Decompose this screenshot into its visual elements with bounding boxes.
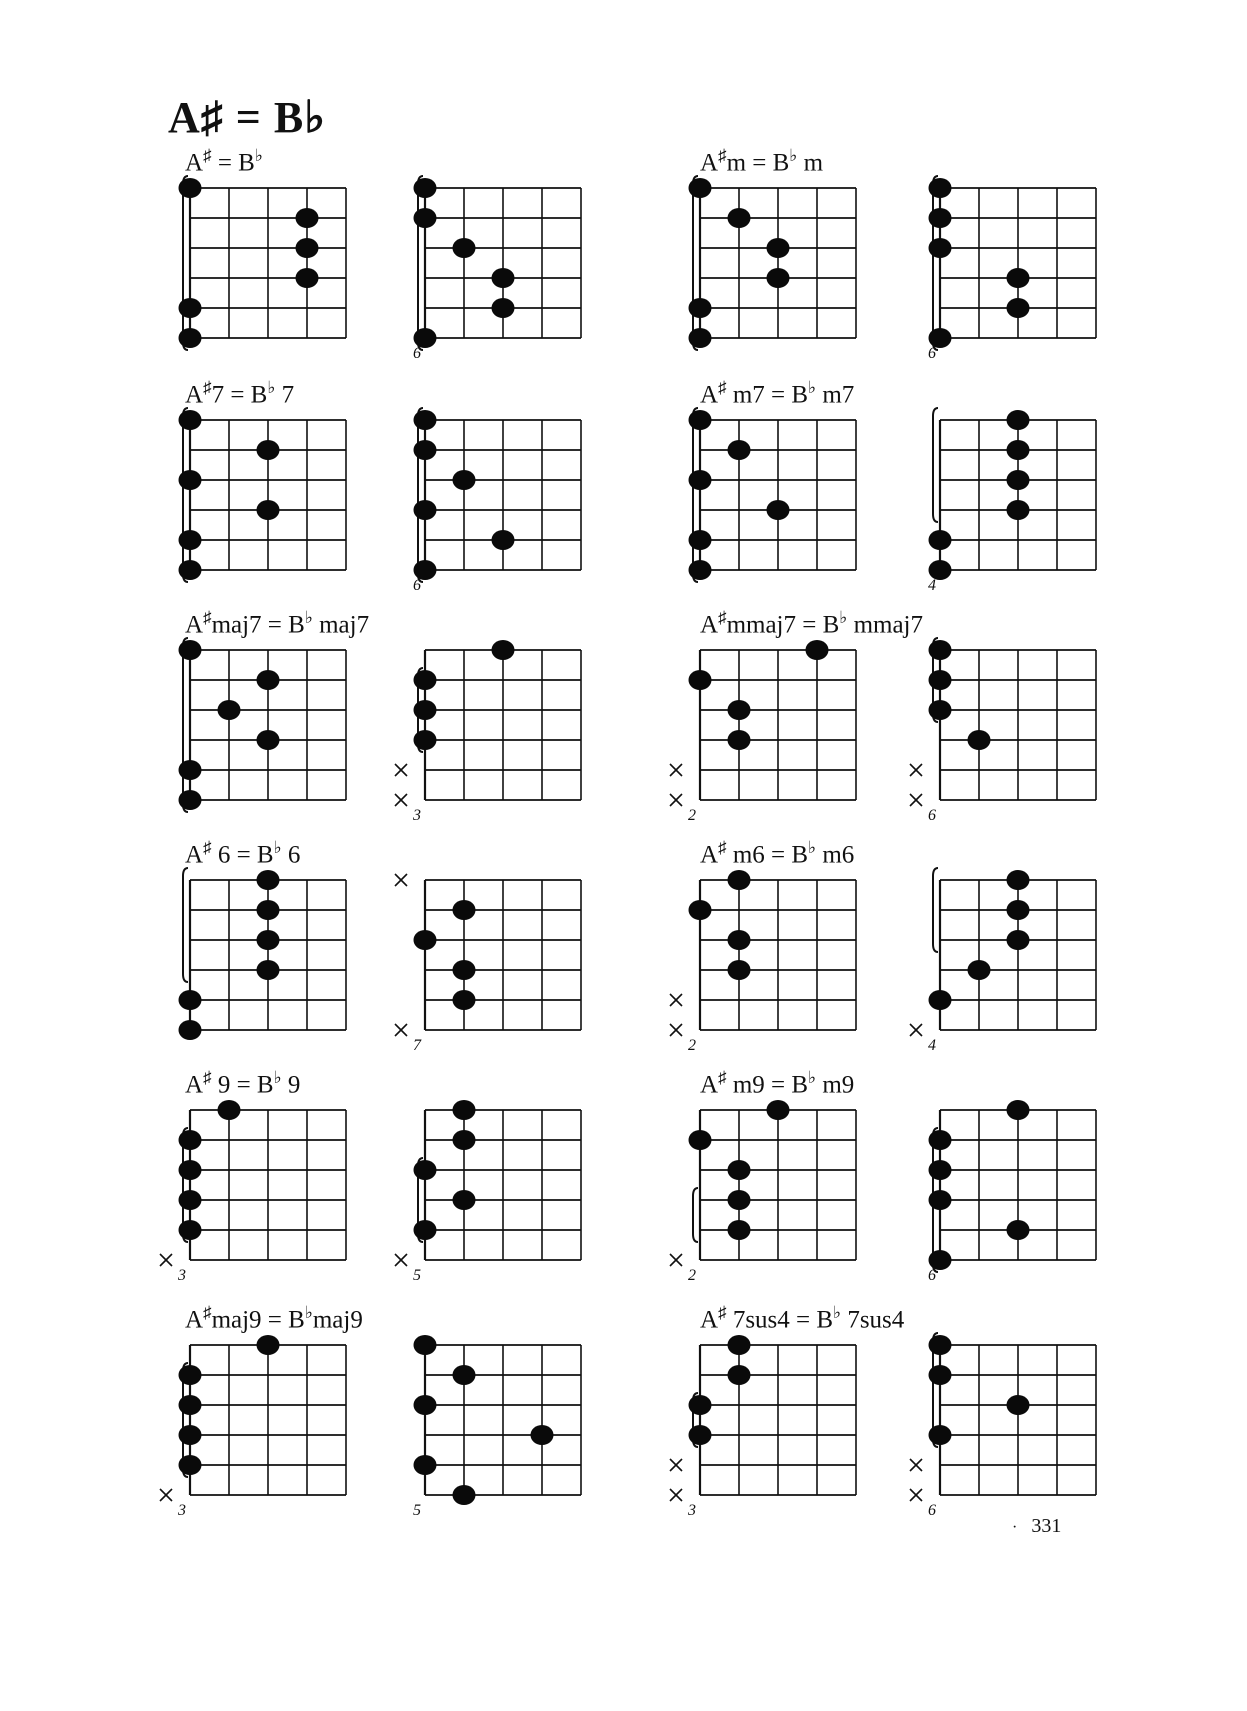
chord-title <box>700 608 923 639</box>
finger-dot <box>689 530 712 550</box>
finger-dot <box>179 1365 202 1385</box>
finger-dot <box>689 410 712 430</box>
fret-number: 6 <box>928 1502 936 1519</box>
finger-dot <box>179 990 202 1010</box>
finger-dot <box>414 930 437 950</box>
finger-dot <box>257 870 280 890</box>
finger-dot <box>414 670 437 690</box>
chord-diagram <box>670 1335 856 1519</box>
flat-sign: ♭ <box>808 1068 817 1087</box>
finger-dot <box>257 730 280 750</box>
chord-name-part: 7sus4 <box>841 1306 905 1334</box>
chord-diagram <box>928 408 1096 594</box>
finger-dot <box>414 1220 437 1240</box>
finger-dot <box>929 640 952 660</box>
barre-bracket <box>183 638 188 812</box>
chord-diagram <box>910 1333 1096 1519</box>
chord-name-part: A <box>185 149 204 177</box>
fret-number: 6 <box>928 807 936 824</box>
chord-name-part: mmaj7 = B <box>726 611 840 639</box>
finger-dot <box>453 1190 476 1210</box>
chord-name-part: 7sus4 = B <box>726 1306 834 1334</box>
finger-dot <box>929 990 952 1010</box>
chord-name-part: 7 = B <box>211 381 268 409</box>
chord-title <box>700 1303 904 1334</box>
finger-dot <box>257 670 280 690</box>
page-number <box>1012 1515 1061 1538</box>
finger-dot <box>257 960 280 980</box>
flat-sign: ♭ <box>254 146 263 165</box>
sharp-sign: ♯ <box>718 838 727 857</box>
finger-dot <box>728 1160 751 1180</box>
fret-number: 3 <box>413 807 421 824</box>
chord-name-part: m6 = B <box>726 841 809 869</box>
chord-name-part: A <box>185 611 204 639</box>
chord-diagram <box>413 176 581 362</box>
finger-dot <box>414 208 437 228</box>
finger-dot <box>929 178 952 198</box>
barre-bracket <box>183 868 188 982</box>
chord-name-part: 9 = B <box>211 1071 274 1099</box>
finger-dot <box>767 268 790 288</box>
finger-dot <box>1007 870 1030 890</box>
sharp-sign: ♯ <box>718 378 727 397</box>
finger-dot <box>689 1425 712 1445</box>
finger-dot <box>179 530 202 550</box>
finger-dot <box>453 900 476 920</box>
finger-dot <box>179 1130 202 1150</box>
finger-dot <box>531 1425 554 1445</box>
finger-dot <box>414 410 437 430</box>
finger-dot <box>296 268 319 288</box>
finger-dot <box>453 960 476 980</box>
chord-title <box>700 838 854 869</box>
finger-dot <box>492 268 515 288</box>
chord-name-part: A <box>700 1071 719 1099</box>
finger-dot <box>1007 410 1030 430</box>
sharp-sign: ♯ <box>718 608 727 627</box>
chord-diagram <box>395 874 581 1054</box>
finger-dot <box>453 990 476 1010</box>
finger-dot <box>179 298 202 318</box>
chord-name-part: mmaj7 <box>847 611 923 639</box>
finger-dot <box>728 1220 751 1240</box>
chord-diagram <box>413 408 581 594</box>
chord-name-part: A <box>185 841 204 869</box>
sharp-sign: ♯ <box>718 146 727 165</box>
chord-diagram <box>179 176 347 350</box>
barre-bracket <box>418 176 423 350</box>
flat-sign: ♭ <box>808 378 817 397</box>
finger-dot <box>767 238 790 258</box>
finger-dot <box>453 1100 476 1120</box>
flat-sign: ♭ <box>833 1303 842 1322</box>
finger-dot <box>414 730 437 750</box>
finger-dot <box>257 1335 280 1355</box>
finger-dot <box>179 410 202 430</box>
barre-bracket <box>183 408 188 582</box>
barre-bracket <box>418 408 423 582</box>
sharp-sign: ♯ <box>203 378 212 397</box>
finger-dot <box>728 730 751 750</box>
chord-diagram <box>910 638 1096 824</box>
finger-dot <box>689 1395 712 1415</box>
chord-name-part: 9 <box>281 1071 301 1099</box>
finger-dot <box>414 1335 437 1355</box>
finger-dot <box>179 1425 202 1445</box>
chord-name-part: maj9 = B <box>211 1306 305 1334</box>
fret-number: 6 <box>928 345 936 362</box>
finger-dot <box>414 700 437 720</box>
finger-dot <box>1007 1100 1030 1120</box>
finger-dot <box>689 298 712 318</box>
finger-dot <box>1007 440 1030 460</box>
chord-name-part: maj9 <box>312 1306 363 1334</box>
chord-diagram <box>160 1100 346 1284</box>
chord-name-part: A <box>700 611 719 639</box>
finger-dot <box>296 208 319 228</box>
chord-title <box>185 608 369 639</box>
finger-dot <box>929 1425 952 1445</box>
fret-number: 4 <box>928 1037 936 1054</box>
fret-number: 2 <box>688 1267 696 1284</box>
finger-dot <box>414 440 437 460</box>
chord-name-part: m7 <box>816 381 855 409</box>
page-dot: · <box>1012 1519 1018 1536</box>
chord-name-part: A <box>185 1071 204 1099</box>
finger-dot <box>179 790 202 810</box>
chord-title <box>185 378 294 409</box>
finger-dot <box>968 730 991 750</box>
chord-name-part: m6 <box>816 841 855 869</box>
chord-diagram <box>689 176 857 350</box>
page-number-text: 331 <box>1031 1515 1062 1537</box>
chord-name-part: 6 <box>281 841 301 869</box>
finger-dot <box>806 640 829 660</box>
finger-dot <box>453 1365 476 1385</box>
sharp-sign: ♯ <box>718 1068 727 1087</box>
finger-dot <box>929 1160 952 1180</box>
chord-diagram <box>395 640 581 824</box>
chord-diagram <box>413 1335 581 1519</box>
chord-title <box>185 146 263 177</box>
barre-bracket <box>933 408 938 522</box>
finger-dot <box>728 1365 751 1385</box>
finger-dot <box>689 1130 712 1150</box>
finger-dot <box>689 328 712 348</box>
finger-dot <box>929 1365 952 1385</box>
flat-sign: ♭ <box>304 608 313 627</box>
finger-dot <box>1007 930 1030 950</box>
chord-diagram <box>670 640 856 824</box>
fret-number: 3 <box>688 1502 696 1519</box>
finger-dot <box>179 1395 202 1415</box>
chord-name-part: m9 <box>816 1071 855 1099</box>
finger-dot <box>414 1455 437 1475</box>
chord-name-part: m7 = B <box>726 381 809 409</box>
chord-diagram <box>395 1100 581 1284</box>
chord-diagram <box>689 408 857 582</box>
flat-sign: ♭ <box>808 838 817 857</box>
finger-dot <box>968 960 991 980</box>
fret-number: 2 <box>688 807 696 824</box>
finger-dot <box>179 1455 202 1475</box>
finger-dot <box>179 1160 202 1180</box>
finger-dot <box>689 670 712 690</box>
fret-number: 6 <box>413 577 421 594</box>
flat-sign: ♭ <box>839 608 848 627</box>
finger-dot <box>929 670 952 690</box>
finger-dot <box>179 640 202 660</box>
chord-diagram <box>160 1335 346 1519</box>
finger-dot <box>179 1220 202 1240</box>
chord-diagram <box>910 868 1096 1054</box>
finger-dot <box>492 640 515 660</box>
finger-dot <box>492 530 515 550</box>
finger-dot <box>257 930 280 950</box>
chord-name-part: maj7 = B <box>211 611 305 639</box>
chord-title <box>185 1303 363 1334</box>
finger-dot <box>728 930 751 950</box>
fret-number: 5 <box>413 1267 421 1284</box>
chord-name-part: 7 <box>275 381 295 409</box>
finger-dot <box>767 500 790 520</box>
finger-dot <box>689 470 712 490</box>
fret-number: 2 <box>688 1037 696 1054</box>
chord-name-part: 6 = B <box>211 841 274 869</box>
finger-dot <box>929 700 952 720</box>
chord-diagram <box>179 868 347 1040</box>
fret-number: 4 <box>928 577 936 594</box>
chord-diagram <box>670 870 856 1054</box>
fret-number: 6 <box>413 345 421 362</box>
finger-dot <box>728 208 751 228</box>
chord-name-part: maj7 <box>312 611 370 639</box>
finger-dot <box>929 1190 952 1210</box>
finger-dot <box>179 470 202 490</box>
finger-dot <box>414 178 437 198</box>
finger-dot <box>728 870 751 890</box>
finger-dot <box>929 208 952 228</box>
finger-dot <box>218 1100 241 1120</box>
flat-sign: ♭ <box>789 146 798 165</box>
chord-name-part: A <box>700 841 719 869</box>
chord-title <box>185 1068 300 1099</box>
finger-dot <box>453 1485 476 1505</box>
finger-dot <box>453 238 476 258</box>
finger-dot <box>1007 268 1030 288</box>
chord-name-part: m9 = B <box>726 1071 809 1099</box>
finger-dot <box>453 1130 476 1150</box>
chord-name-part: = B <box>211 149 255 177</box>
barre-bracket <box>933 176 938 350</box>
finger-dot <box>179 560 202 580</box>
chord-title <box>700 1068 854 1099</box>
chord-title <box>185 838 300 869</box>
flat-sign: ♭ <box>273 1068 282 1087</box>
finger-dot <box>179 1020 202 1040</box>
fret-number: 7 <box>413 1037 421 1054</box>
finger-dot <box>414 500 437 520</box>
finger-dot <box>767 1100 790 1120</box>
chord-diagram <box>928 176 1096 362</box>
barre-bracket <box>183 176 188 350</box>
finger-dot <box>929 1130 952 1150</box>
finger-dot <box>257 500 280 520</box>
barre-bracket <box>693 1188 698 1242</box>
chord-name-part: A <box>185 381 204 409</box>
finger-dot <box>179 760 202 780</box>
sharp-sign: ♯ <box>203 608 212 627</box>
finger-dot <box>453 470 476 490</box>
finger-dot <box>179 178 202 198</box>
chord-name-part: m <box>797 149 824 177</box>
chord-title <box>700 378 854 409</box>
finger-dot <box>689 178 712 198</box>
finger-dot <box>1007 500 1030 520</box>
sharp-sign: ♯ <box>718 1303 727 1322</box>
finger-dot <box>1007 1395 1030 1415</box>
finger-dot <box>929 530 952 550</box>
chord-name-part: A <box>700 1306 719 1334</box>
finger-dot <box>728 1335 751 1355</box>
finger-dot <box>414 1160 437 1180</box>
chord-name-part: A <box>700 381 719 409</box>
finger-dot <box>492 298 515 318</box>
chord-diagram <box>928 1100 1096 1284</box>
chord-name-part: A <box>185 1306 204 1334</box>
finger-dot <box>728 440 751 460</box>
chord-name-part: A <box>700 149 719 177</box>
finger-dot <box>929 238 952 258</box>
flat-sign: ♭ <box>267 378 276 397</box>
finger-dot <box>179 1190 202 1210</box>
fret-number: 3 <box>178 1502 186 1519</box>
finger-dot <box>257 440 280 460</box>
chord-name-part: m = B <box>726 149 790 177</box>
finger-dot <box>296 238 319 258</box>
finger-dot <box>728 1190 751 1210</box>
chord-diagram <box>179 408 347 582</box>
flat-sign: ♭ <box>273 838 282 857</box>
fret-number: 6 <box>928 1267 936 1284</box>
chord-title <box>700 146 823 177</box>
finger-dot <box>728 960 751 980</box>
flat-sign: ♭ <box>304 1303 313 1322</box>
finger-dot <box>929 1335 952 1355</box>
finger-dot <box>414 1395 437 1415</box>
finger-dot <box>1007 1220 1030 1240</box>
sharp-sign: ♯ <box>203 146 212 165</box>
sharp-sign: ♯ <box>203 1303 212 1322</box>
finger-dot <box>689 560 712 580</box>
chord-diagram <box>670 1100 856 1284</box>
finger-dot <box>257 900 280 920</box>
finger-dot <box>689 900 712 920</box>
finger-dot <box>1007 470 1030 490</box>
finger-dot <box>179 328 202 348</box>
chord-diagram <box>179 638 347 812</box>
finger-dot <box>1007 298 1030 318</box>
sharp-sign: ♯ <box>203 1068 212 1087</box>
finger-dot <box>1007 900 1030 920</box>
fret-number: 3 <box>178 1267 186 1284</box>
finger-dot <box>728 700 751 720</box>
barre-bracket <box>693 408 698 582</box>
finger-dot <box>218 700 241 720</box>
page-title: A♯ = B♭ <box>168 93 326 142</box>
barre-bracket <box>933 868 938 952</box>
barre-bracket <box>693 176 698 350</box>
fret-number: 5 <box>413 1502 421 1519</box>
sharp-sign: ♯ <box>203 838 212 857</box>
